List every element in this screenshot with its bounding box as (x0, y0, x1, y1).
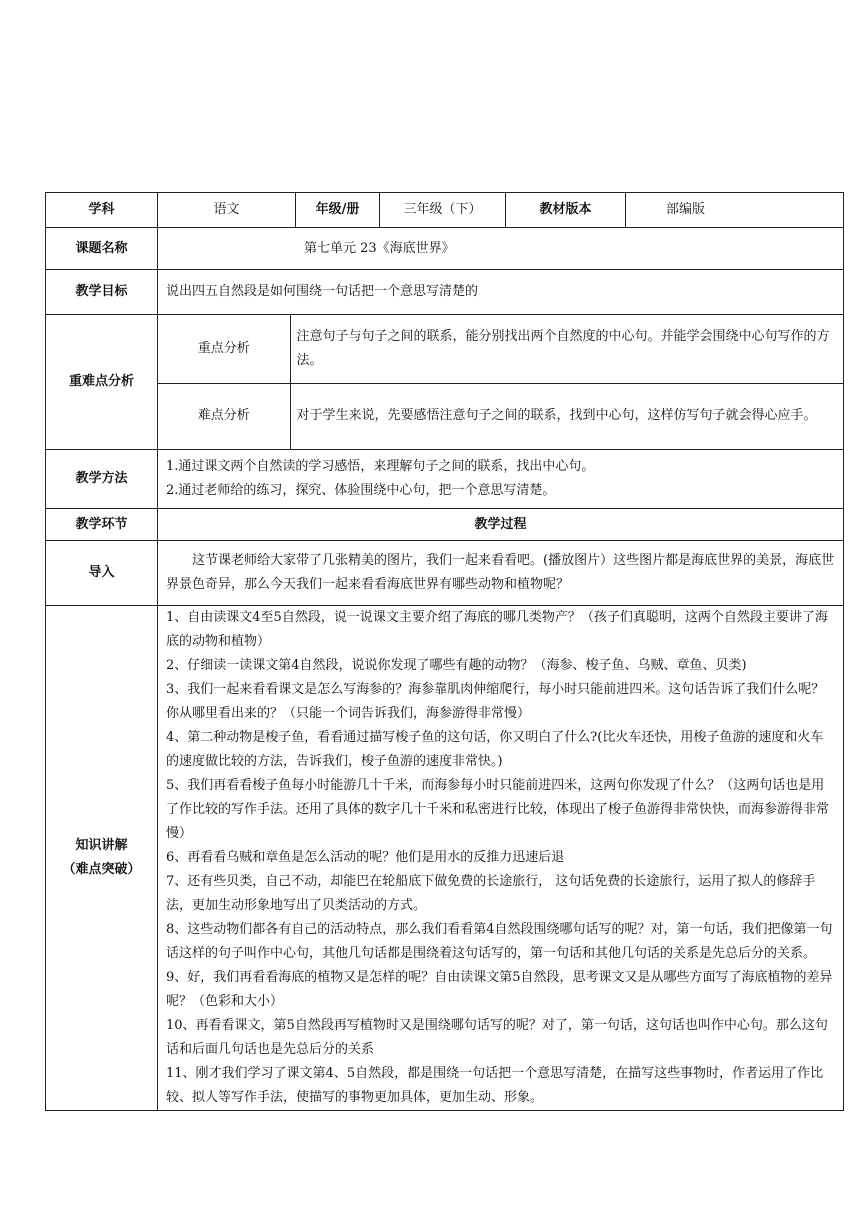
row-subject (46, 193, 844, 228)
topic-value: 第七单元 23《海底世界》 (158, 228, 844, 270)
row-topic (46, 228, 844, 270)
analysis-block (158, 315, 844, 450)
edition-label: 教材版本 (506, 193, 626, 228)
lesson-plan-table (45, 192, 844, 1111)
intro-text-cell (158, 541, 844, 606)
knowledge-content (158, 606, 844, 1111)
process-step: 3、我们一起来看看课文是怎么写海参的？海参靠肌肉伸缩爬行，每小时只能前进四米。这句话告诉了我们什么呢？你从哪里看出来的？（只能一个词告诉我们，海参游得非常慢） (166, 682, 825, 721)
key-label: 重点分析 (158, 315, 290, 383)
difficulty-value: 对于学生来说，先要感悟注意句子之间的联系，找到中心句，这样仿写句子就会得心应手。 (290, 383, 843, 449)
method-value (158, 450, 844, 509)
method-item: 2.通过老师给的练习，探究、体验围绕中心句，把一个意思写清楚。 (166, 483, 556, 498)
stage-header: 教学环节 (46, 509, 158, 541)
grade-value: 三年级（下） (380, 193, 506, 228)
difficulty-label: 难点分析 (158, 383, 290, 449)
analysis-inner-table (158, 315, 843, 449)
process-header: 教学过程 (158, 509, 844, 541)
method-label: 教学方法 (46, 450, 158, 509)
process-step: 10、再看看课文，第5自然段再写植物时又是围绕哪句话写的呢？对了，第一句话，这句话也叫作中心句。那么这句话和后面几句话也是先总后分的关系 (166, 1018, 828, 1057)
process-step: 2、仔细读一读课文第4自然段，说说你发现了哪些有趣的动物？（海参、梭子鱼、乌贼、章鱼、贝类) (166, 658, 747, 673)
process-step: 6、再看看乌贼和章鱼是怎么活动的呢？他们是用水的反推力迅速后退 (166, 850, 565, 865)
row-intro (46, 541, 844, 606)
row-knowledge (46, 606, 844, 1111)
row-method (46, 450, 844, 509)
knowledge-label-line2: （难点突破） (62, 862, 141, 877)
method-item: 1.通过课文两个自然读的学习感悟，来理解句子之间的联系，找出中心句。 (166, 459, 595, 474)
process-step: 9、好，我们再看看海底的植物又是怎样的呢？自由读课文第5自然段，思考课文又是从哪些方面写了海底植物的差异呢？（色彩和大小） (166, 970, 833, 1009)
intro-label: 导入 (46, 541, 158, 606)
row-goal (46, 270, 844, 315)
row-analysis (46, 315, 844, 450)
key-value: 注意句子与句子之间的联系，能分别找出两个自然度的中心句。并能学会围绕中心句写作的方法。 (296, 328, 830, 368)
edition-value: 部编版 (626, 193, 844, 228)
process-step: 11、刚才我们学习了课文第4、5自然段，都是围绕一句话把一个意思写清楚，在描写这些事物时，作者运用了作比较、拟人等写作手法，使描写的事物更加具体，更加生动、形象。 (166, 1066, 824, 1105)
knowledge-label-line1: 知识讲解 (75, 838, 128, 853)
process-step: 5、我们再看看梭子鱼每小时能游几十千米，而海参每小时只能前进四米，这两句你发现了什么？（这两句话也是用了作比较的写作手法。还用了具体的数字几十千米和私密进行比较，体现出了梭子鱼游得非常快快，而海参游得非常慢） (166, 778, 830, 841)
row-process-header (46, 509, 844, 541)
subject-label: 学科 (46, 193, 158, 228)
grade-label: 年级/册 (296, 193, 380, 228)
process-step: 8、这些动物们都各有自己的活动特点，那么我们看看第4自然段围绕哪句话写的呢？对，第一句话，我们把像第一句话这样的句子叫作中心句，其他几句话都是围绕着这句话写的，第一句话和其他几句话的关系是先总后分的关系。 (166, 922, 833, 961)
process-step: 7、还有些贝类，自己不动，却能巴在轮船底下做免费的长途旅行， 这句话免费的长途旅行，运用了拟人的修辞手法，更加生动形象地写出了贝类活动的方式。 (166, 874, 816, 913)
analysis-label: 重难点分析 (46, 315, 158, 450)
subject-value: 语文 (158, 193, 296, 228)
intro-text: 这节课老师给大家带了几张精美的图片，我们一起来看看吧。(播放图片）这些图片都是海底世界的美景，海底世界景色奇异，那么今天我们一起来看看海底世界有哪些动物和植物呢？ (166, 553, 835, 592)
knowledge-label (46, 606, 158, 1111)
goal-value: 说出四五自然段是如何围绕一句话把一个意思写清楚的 (158, 270, 844, 315)
process-step: 4、第二种动物是梭子鱼，看看通过描写梭子鱼的这句话，你又明白了什么?(比火车还快，用梭子鱼游的速度和火车的速度做比较的方法，告诉我们，梭子鱼游的速度非常快。) (166, 730, 824, 769)
process-step: 1、自由读课文4至5自然段，说一说课文主要介绍了海底的哪几类物产？（孩子们真聪明，这两个自然段主要讲了海底的动物和植物） (166, 610, 828, 649)
goal-label: 教学目标 (46, 270, 158, 315)
topic-label: 课题名称 (46, 228, 158, 270)
